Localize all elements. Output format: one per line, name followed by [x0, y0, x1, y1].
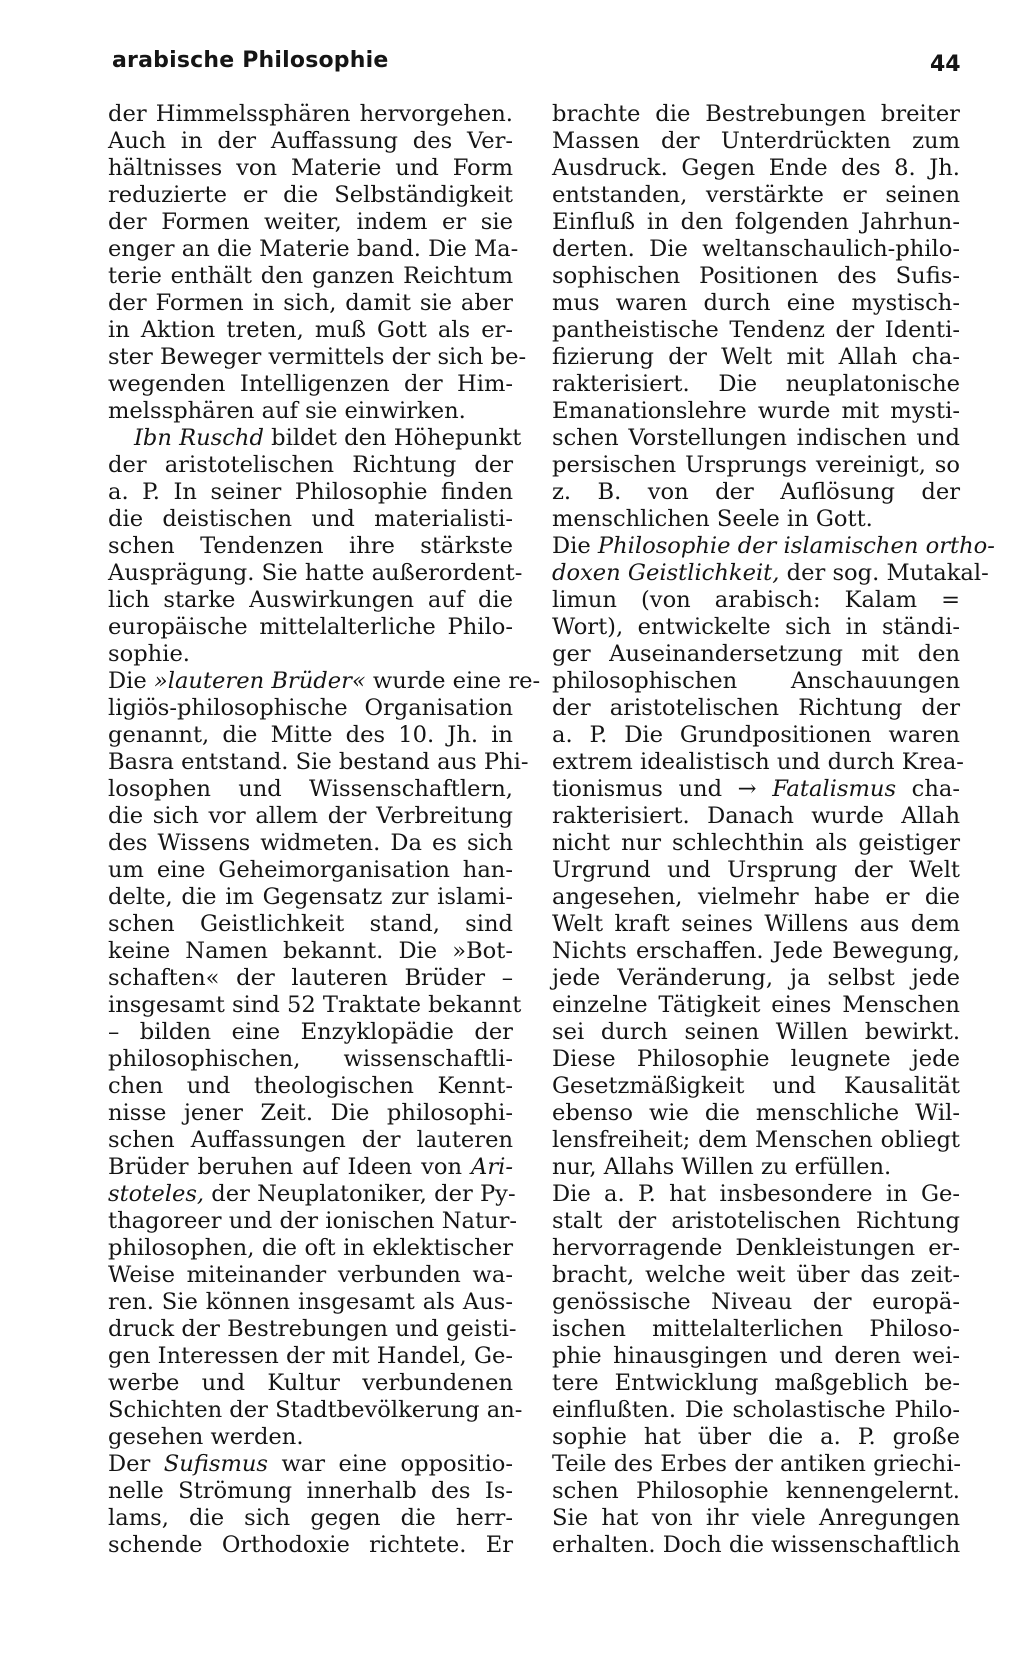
text-line: Teile des Erbes der antiken griechi-: [552, 1451, 962, 1477]
text-line: des Wissens widmeten. Da es sich: [108, 830, 513, 856]
text-line: delte, die im Gegensatz zur islami-: [108, 884, 513, 910]
text-line: Massen der Unterdrückten zum: [552, 128, 960, 154]
text-line: Gesetzmäßigkeit und Kausalität: [552, 1073, 960, 1099]
text-line: insgesamt sind 52 Traktate bekannt: [108, 992, 522, 1018]
text-line: persischen Ursprungs vereinigt, so: [552, 452, 960, 478]
text-line: sophischen Positionen des Sufis-: [552, 263, 960, 289]
text-line: lensfreiheit; dem Menschen obliegt: [552, 1127, 960, 1153]
text-line: schen Philosophie kennengelernt.: [552, 1478, 960, 1504]
text-line: schen Tendenzen ihre stärkste: [108, 533, 513, 559]
text-line: thagoreer und der ionischen Natur-: [108, 1208, 518, 1234]
text-line: philosophischen Anschauungen: [552, 668, 960, 694]
text-line: genössische Niveau der europä-: [552, 1289, 960, 1315]
text-line: nur, Allahs Willen zu erfüllen.: [552, 1154, 892, 1180]
text-line: z. B. von der Auflösung der: [552, 479, 960, 505]
text-line: Diese Philosophie leugnete jede: [552, 1046, 960, 1072]
right-text-column: [552, 101, 995, 1559]
text-line: Wort), entwickelte sich in ständi-: [552, 614, 960, 640]
text-line: melssphären auf sie einwirken.: [108, 398, 466, 424]
text-line: chen und theologischen Kennt-: [108, 1073, 513, 1099]
text-line: schen Geistlichkeit stand, sind: [108, 911, 513, 937]
text-line: einzelne Tätigkeit eines Menschen: [552, 992, 960, 1018]
text-line: tionismus und → Fatalismus cha-: [552, 776, 960, 802]
text-line: Urgrund und Ursprung der Welt: [552, 857, 960, 883]
text-line: nelle Strömung innerhalb des Is-: [108, 1478, 513, 1504]
text-line: hältnisses von Materie und Form: [108, 155, 513, 181]
text-line: Ibn Ruschd bildet den Höhepunkt: [134, 425, 522, 451]
text-line: erhalten. Doch die wissenschaftlich: [552, 1532, 961, 1558]
text-line: der Himmelssphären hervorgehen.: [108, 101, 513, 127]
text-line: philosophischen, wissenschaftli-: [108, 1046, 513, 1072]
text-line: ligiös-philosophische Organisation: [108, 695, 513, 721]
text-line: schende Orthodoxie richtete. Er: [108, 1532, 513, 1558]
text-line: europäische mittelalterliche Philo-: [108, 614, 513, 640]
text-line: Brüder beruhen auf Ideen von Ari-: [108, 1154, 513, 1180]
text-line: in Aktion treten, muß Gott als er-: [108, 317, 513, 343]
text-line: die deistischen und materialisti-: [108, 506, 513, 532]
text-line: nisse jener Zeit. Die philosophi-: [108, 1100, 513, 1126]
text-line: angesehen, vielmehr habe er die: [552, 884, 960, 910]
text-line: Die »lauteren Brüder« wurde eine re-: [108, 668, 541, 694]
text-line: hervorragende Denkleistungen er-: [552, 1235, 960, 1261]
text-line: sophie.: [108, 641, 190, 667]
text-line: Sie hat von ihr viele Anregungen: [552, 1505, 960, 1531]
text-line: Ausdruck. Gegen Ende des 8. Jh.: [552, 155, 960, 181]
text-line: fizierung der Welt mit Allah cha-: [552, 344, 960, 370]
text-line: mus waren durch eine mystisch-: [552, 290, 960, 316]
text-line: stoteles, der Neuplatoniker, der Py-: [108, 1181, 516, 1207]
text-line: terie enthält den ganzen Reichtum: [108, 263, 513, 289]
text-line: druck der Bestrebungen und geisti-: [108, 1316, 517, 1342]
text-line: ischen mittelalterlichen Philoso-: [552, 1316, 960, 1342]
text-line: derten. Die weltanschaulich-philo-: [552, 236, 960, 262]
text-line: der aristotelischen Richtung der: [552, 695, 960, 721]
text-line: der Formen in sich, damit sie aber: [108, 290, 513, 316]
text-line: sei durch seinen Willen bewirkt.: [552, 1019, 960, 1045]
text-line: reduzierte er die Selbständigkeit: [108, 182, 513, 208]
text-line: philosophen, die oft in eklektischer: [108, 1235, 513, 1261]
text-line: Weise miteinander verbunden wa-: [108, 1262, 513, 1288]
running-header-title: arabische Philosophie: [112, 48, 389, 73]
text-line: stalt der aristotelischen Richtung: [552, 1208, 960, 1234]
text-line: enger an die Materie band. Die Ma-: [108, 236, 519, 262]
text-line: schen Auffassungen der lauteren: [108, 1127, 513, 1153]
text-line: einflußten. Die scholastische Philo-: [552, 1397, 960, 1423]
text-line: ster Beweger vermittels der sich be-: [108, 344, 527, 370]
text-line: jede Veränderung, ja selbst jede: [552, 965, 960, 991]
text-line: schen Vorstellungen indischen und: [552, 425, 960, 451]
text-line: brachte die Bestrebungen breiter: [552, 101, 960, 127]
text-line: tere Entwicklung maßgeblich be-: [552, 1370, 960, 1396]
text-line: Auch in der Auffassung des Ver-: [108, 128, 513, 154]
text-line: ebenso wie die menschliche Wil-: [552, 1100, 960, 1126]
text-line: a. P. In seiner Philosophie finden: [108, 479, 513, 505]
text-line: sophie hat über die a. P. große: [552, 1424, 960, 1450]
text-line: limun (von arabisch: Kalam =: [552, 587, 960, 613]
text-line: rakterisiert. Die neuplatonische: [552, 371, 960, 397]
text-line: wegenden Intelligenzen der Him-: [108, 371, 513, 397]
text-line: a. P. Die Grundpositionen waren: [552, 722, 960, 748]
text-line: losophen und Wissenschaftlern,: [108, 776, 513, 802]
text-line: – bilden eine Enzyklopädie der: [108, 1019, 513, 1045]
text-line: phie hinausgingen und deren wei-: [552, 1343, 960, 1369]
text-line: lich starke Auswirkungen auf die: [108, 587, 513, 613]
text-line: genannt, die Mitte des 10. Jh. in: [108, 722, 513, 748]
text-line: Der Sufismus war eine oppositio-: [108, 1451, 514, 1477]
text-line: der aristotelischen Richtung der: [108, 452, 513, 478]
text-line: menschlichen Seele in Gott.: [552, 506, 873, 532]
text-line: der Formen weiter, indem er sie: [108, 209, 513, 235]
text-line: werbe und Kultur verbundenen: [108, 1370, 513, 1396]
text-line: ren. Sie können insgesamt als Aus-: [108, 1289, 513, 1315]
text-line: bracht, welche weit über das zeit-: [552, 1262, 960, 1288]
text-line: Ausprägung. Sie hatte außerordent-: [108, 560, 523, 586]
text-line: keine Namen bekannt. Die »Bot-: [108, 938, 513, 964]
text-line: Welt kraft seines Willens aus dem: [552, 911, 960, 937]
text-line: entstanden, verstärkte er seinen: [552, 182, 960, 208]
text-line: extrem idealistisch und durch Krea-: [552, 749, 964, 775]
text-line: Nichts erschaffen. Jede Bewegung,: [552, 938, 960, 964]
text-line: gen Interessen der mit Handel, Ge-: [108, 1343, 513, 1369]
text-line: um eine Geheimorganisation han-: [108, 857, 513, 883]
text-line: pantheistische Tendenz der Identi-: [552, 317, 960, 343]
text-line: ger Auseinandersetzung mit den: [552, 641, 960, 667]
text-line: Schichten der Stadtbevölkerung an-: [108, 1397, 523, 1423]
text-line: Basra entstand. Sie bestand aus Phi-: [108, 749, 529, 775]
text-line: Einfluß in den folgenden Jahrhun-: [552, 209, 960, 235]
text-line: schaften« der lauteren Brüder –: [108, 965, 513, 991]
text-line: doxen Geistlichkeit, der sog. Mutakal-: [552, 560, 989, 586]
text-line: gesehen werden.: [108, 1424, 304, 1450]
page-number: 44: [930, 52, 961, 77]
text-line: Emanationslehre wurde mit mysti-: [552, 398, 960, 424]
text-line: nicht nur schlechthin als geistiger: [552, 830, 960, 856]
left-text-column: [108, 101, 541, 1559]
text-line: rakterisiert. Danach wurde Allah: [552, 803, 960, 829]
text-line: die sich vor allem der Verbreitung: [108, 803, 513, 829]
text-line: lams, die sich gegen die herr-: [108, 1505, 513, 1531]
text-line: Die a. P. hat insbesondere in Ge-: [552, 1181, 960, 1207]
text-line: Die Philosophie der islamischen ortho-: [552, 533, 995, 559]
